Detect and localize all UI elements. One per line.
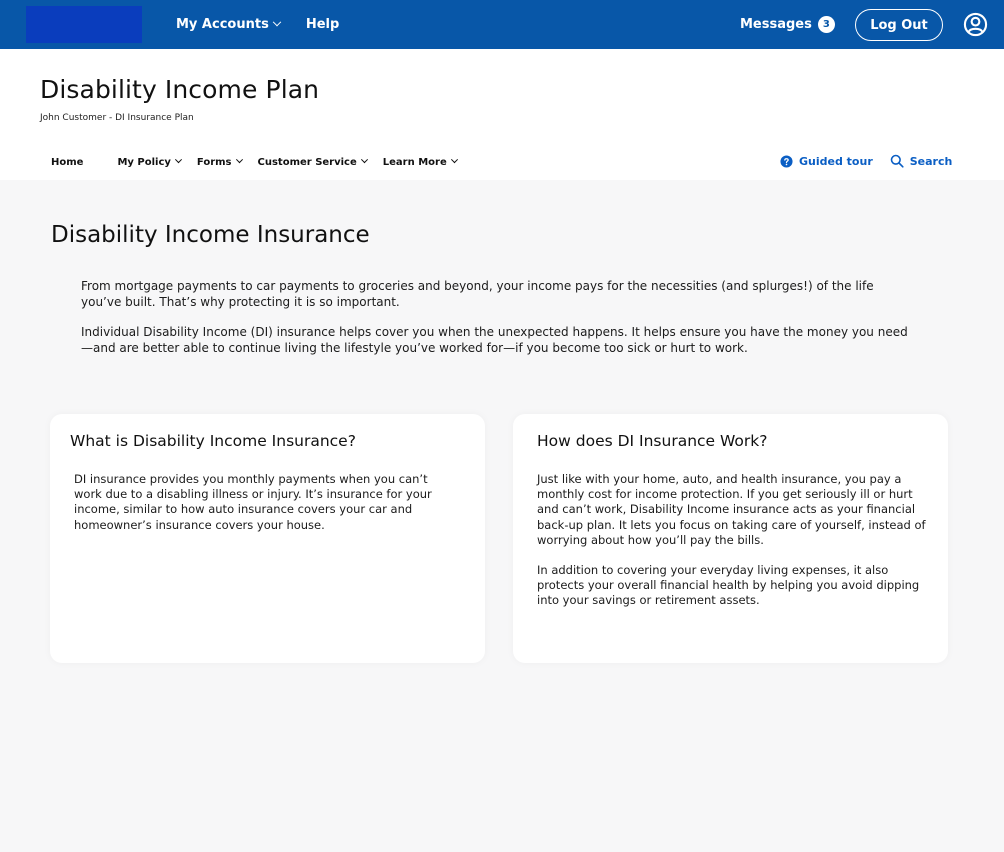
chevron-down-icon [175,156,182,163]
logout-button[interactable]: Log Out [855,9,943,41]
card-body [537,472,929,609]
section-nav-learn-more-label: Learn More [382,157,447,168]
page-header [0,49,1004,180]
top-bar [0,0,1004,49]
page-subtitle: John Customer - DI Insurance Plan [40,113,194,123]
card-paragraph: DI insurance provides you monthly payments when you can’t work due to a disabling illness or injury. It’s insurance for your income, similar to how auto insurance covers your car and homeowner’s insurance covers your house. [74,472,432,532]
user-circle-icon[interactable] [963,12,988,37]
intro-text [81,279,911,356]
intro-paragraph: Individual Disability Income (DI) insurance helps cover you when the unexpected happens. It helps ensure you have the money you need—and are better able to continue living the lifestyle you’ve worked for—if you become too sick or hurt to work. [81,325,908,355]
card-body [74,472,459,533]
card-title: How does DI Insurance Work? [537,432,768,450]
messages-label: Messages [740,17,812,32]
top-nav-help-label: Help [305,17,340,32]
search-link[interactable] [890,154,953,168]
main-heading: Disability Income Insurance [51,222,370,248]
page-title: Disability Income Plan [40,75,320,104]
guided-tour-link[interactable] [780,155,873,168]
search-icon [890,154,904,168]
section-nav-my-policy-label: My Policy [117,157,171,168]
info-card-how-it-works [513,414,948,663]
messages-count-badge: 3 [818,16,835,33]
section-nav-learn-more[interactable] [383,157,457,168]
chevron-down-icon [361,156,368,163]
top-nav-my-accounts-label: My Accounts [176,17,269,32]
section-nav-my-policy[interactable] [117,157,180,168]
info-card-what-is [50,414,485,663]
guided-tour-label: Guided tour [799,154,873,168]
help-circle-icon [780,155,793,168]
top-nav-help[interactable] [306,17,339,32]
section-nav [51,157,473,168]
section-nav-home[interactable] [51,157,83,168]
card-paragraph: In addition to covering your everyday living expenses, it also protects your overall financial health by helping you avoid dipping into your savings or retirement assets. [537,563,920,608]
chevron-down-icon [451,156,458,163]
messages-link[interactable] [740,0,835,49]
intro-paragraph: From mortgage payments to car payments to groceries and beyond, your income pays for the necessities (and splurges!) of the life you’ve built. That’s why protecting it is so important. [81,279,874,309]
section-nav-customer-service[interactable] [258,157,367,168]
section-nav-home-label: Home [51,157,84,168]
utility-links [780,154,952,168]
section-nav-forms[interactable] [197,157,242,168]
top-nav [176,0,365,49]
chevron-down-icon [235,156,242,163]
section-nav-forms-label: Forms [196,157,232,168]
card-paragraph: Just like with your home, auto, and health insurance, you pay a monthly cost for income protection. If you get seriously ill or hurt and can’t work, Disability Income insurance acts as your financial back-up plan. It lets you focus on taking care of yourself, instead of worrying about how you’ll pay the bills. [537,472,926,547]
search-label: Search [909,154,953,168]
chevron-down-icon [273,17,281,25]
section-nav-customer-service-label: Customer Service [257,157,357,168]
company-logo[interactable] [26,6,142,43]
top-nav-my-accounts[interactable] [176,17,280,32]
card-title: What is Disability Income Insurance? [70,432,356,450]
